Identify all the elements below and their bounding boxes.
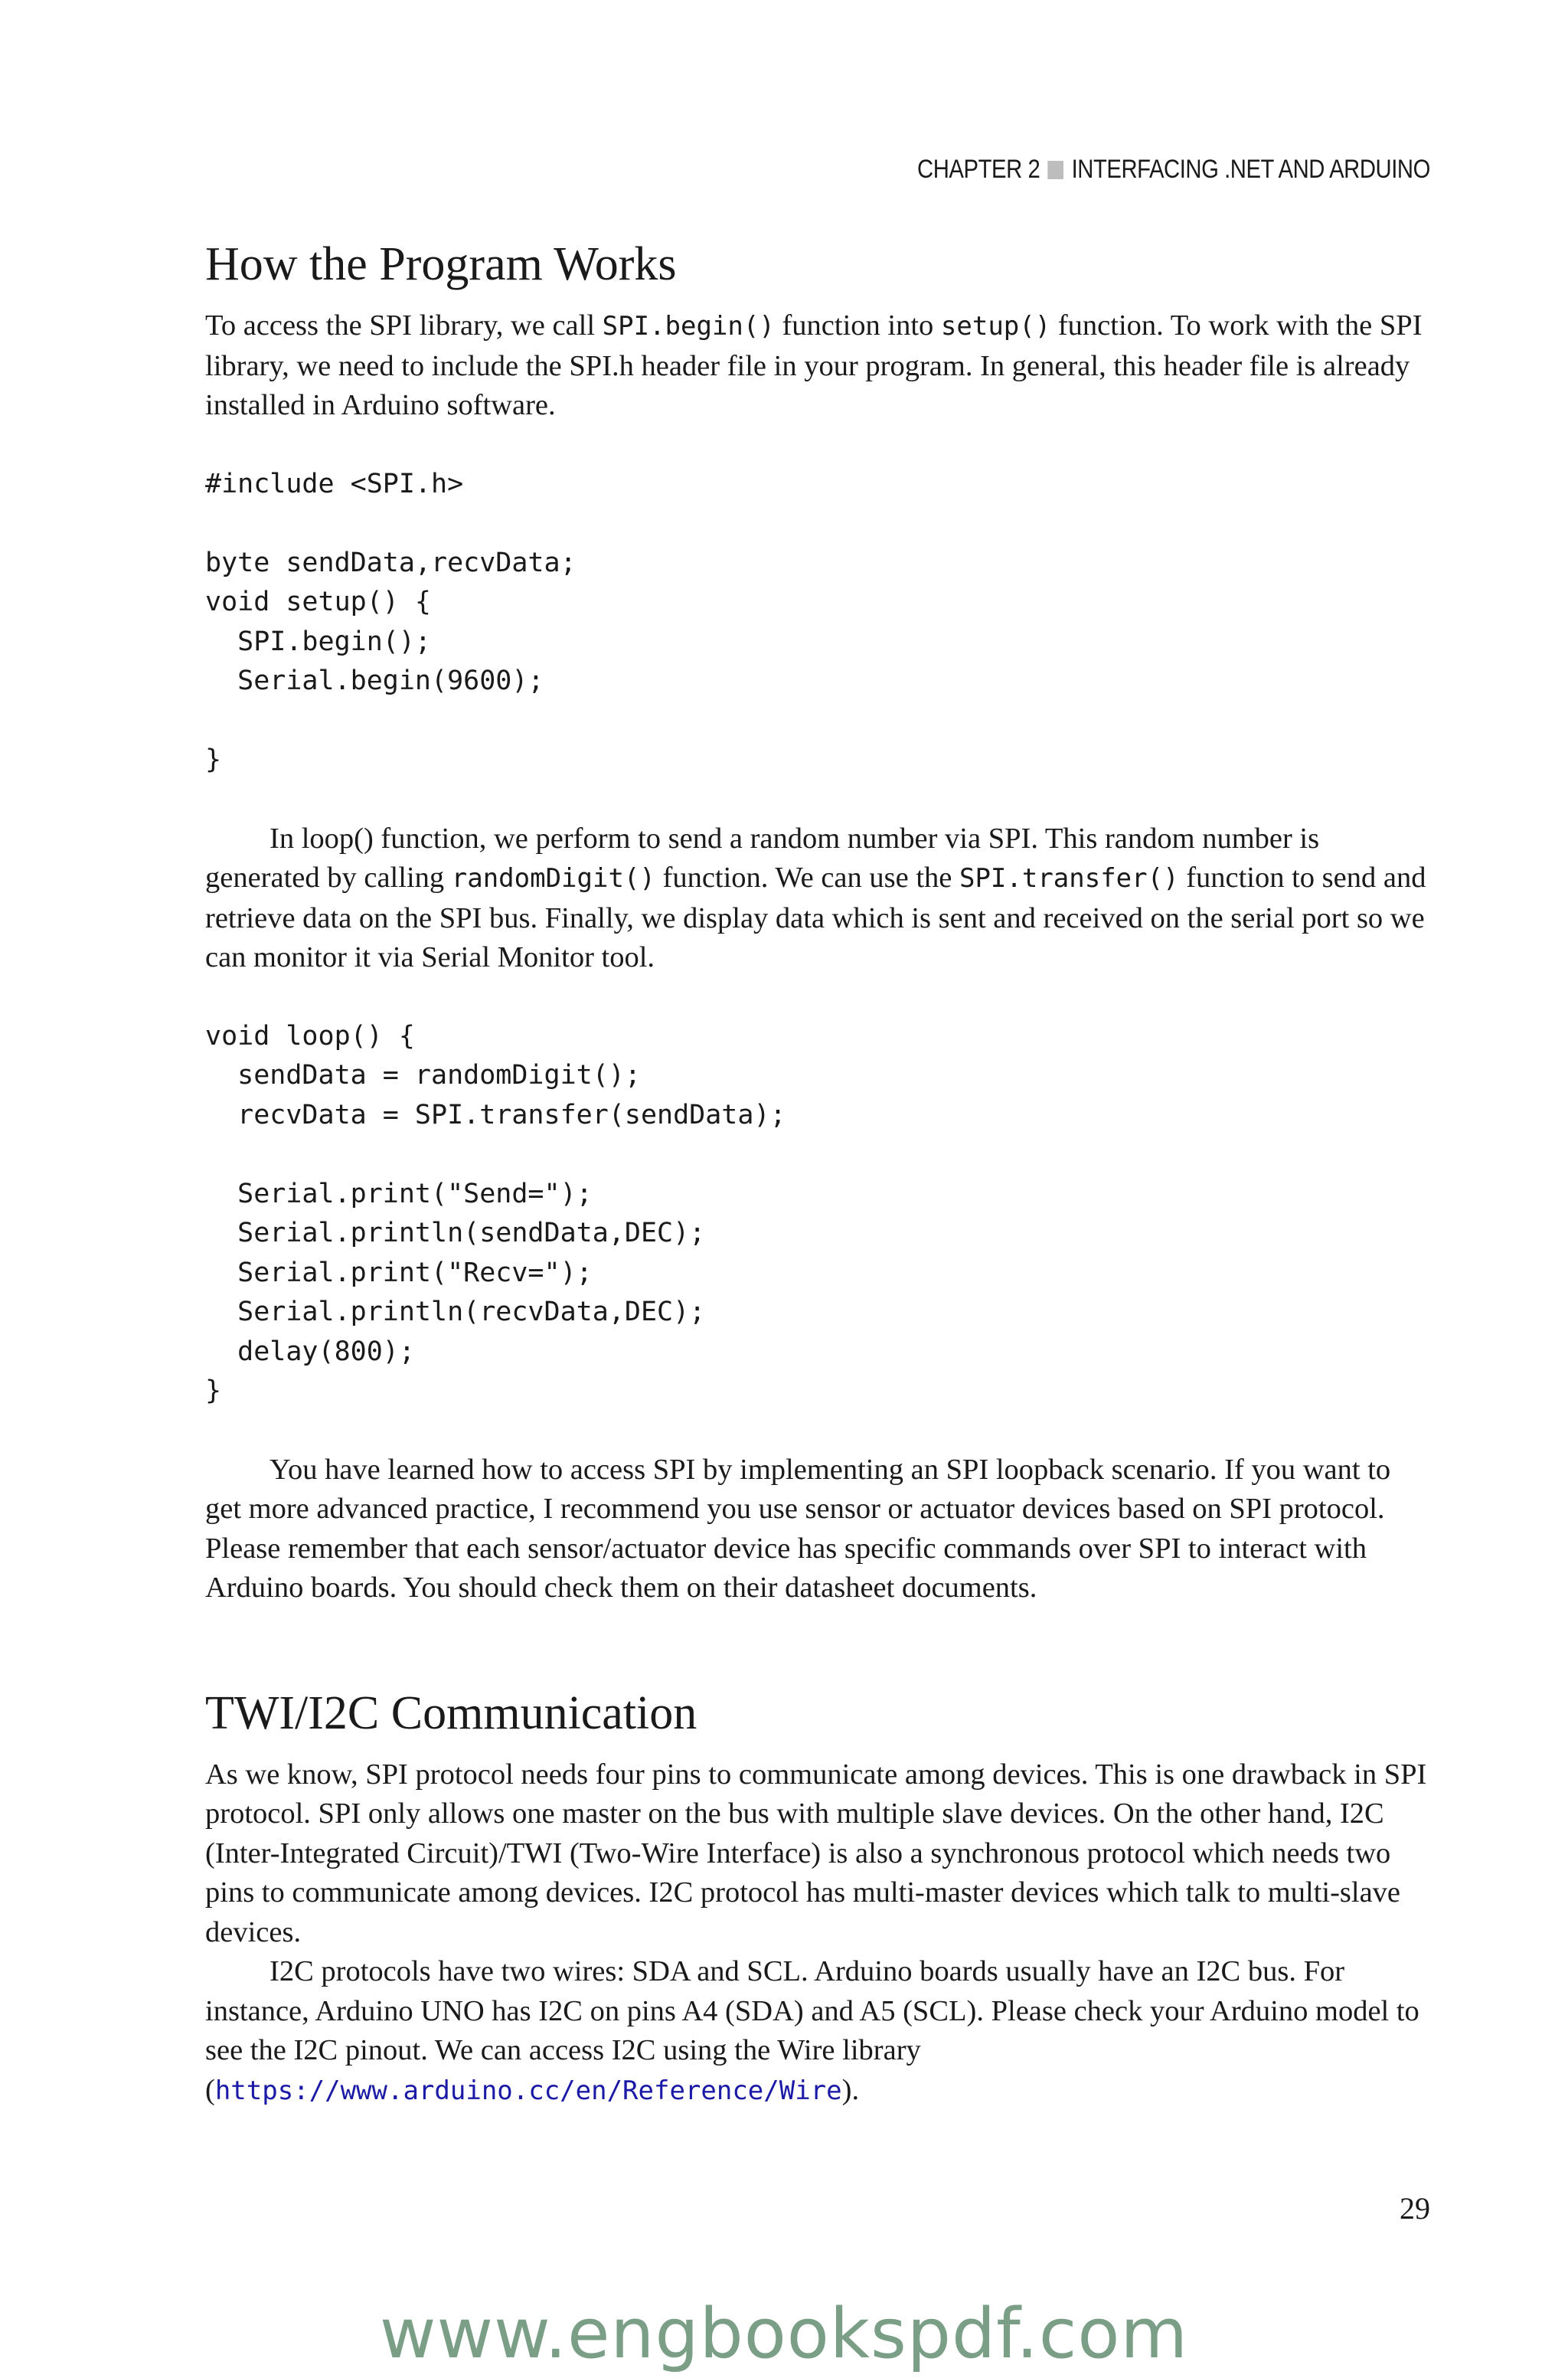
inline-code: randomDigit() — [451, 863, 655, 894]
inline-code: setup() — [940, 311, 1051, 342]
code-listing-setup: #include <SPI.h> byte sendData,recvData; void setup() { SPI.begin(); Serial.begin(9600); } — [205, 468, 577, 775]
chapter-title: INTERFACING .NET AND ARDUINO — [1071, 155, 1430, 184]
page-body — [205, 230, 1430, 2111]
section-heading-how-program-works: How the Program Works — [205, 238, 677, 290]
watermark: www.engbookspdf.com — [379, 2294, 1189, 2374]
page-number: 29 — [1400, 2191, 1430, 2226]
inline-code: SPI.begin() — [602, 311, 775, 342]
inline-code: SPI.transfer() — [959, 863, 1179, 894]
chapter-label: CHAPTER 2 — [917, 155, 1040, 184]
section2-paragraph-2: I2C protocols have two wires: SDA and SCL. Arduino boards usually have an I2C bus. For instance, Arduino UNO has I2C on pins A4 (SDA) and A5 (SCL). Please check your Arduino model to see the I2C pinout. We can access I2C using the Wire library (https://www.arduino.cc/en/Reference/Wire). — [205, 1955, 1419, 2106]
code-listing-loop: void loop() { sendData = randomDigit(); recvData = SPI.transfer(sendData); Serial.print("Send="); Serial.println(sendData,DEC); Serial.print("Recv="); Serial.println(recvData,DEC); delay(800); } — [205, 1020, 786, 1406]
section1-paragraph-1: To access the SPI library, we call SPI.begin() function into setup() function. To work with the SPI library, we need to include the SPI.h header file in your program. In general, this header file is already installed in Arduino software. — [205, 309, 1423, 421]
separator-square-icon — [1048, 161, 1064, 179]
section1-paragraph-2: In loop() function, we perform to send a random number via SPI. This random number is generated by calling randomDigit() function. We can use the SPI.transfer() function to send and retrieve data on the SPI bus. Finally, we display data which is sent and received on the serial port so we can monitor it via Serial Monitor tool. — [205, 822, 1426, 973]
section1-paragraph-3: You have learned how to access SPI by implementing an SPI loopback scenario. If you want to get more advanced practice, I recommend you use sensor or actuator devices based on SPI protocol. Please remember that each sensor/actuator device has specific commands over SPI to interact with Arduino boards. You should check them on their datasheet documents. — [205, 1453, 1391, 1604]
running-head — [917, 155, 1430, 185]
section2-paragraph-1: As we know, SPI protocol needs four pins to communicate among devices. This is one drawback in SPI protocol. SPI only allows one master on the bus with multiple slave devices. On the other hand, I2C (Inter-Integrated Circuit)/TWI (Two-Wire Interface) is also a synchronous protocol which needs two pins to communicate among devices. I2C protocol has multi-master devices which talk to multi-slave devices. — [205, 1758, 1427, 1948]
section-heading-twi-i2c: TWI/I2C Communication — [205, 1686, 697, 1739]
wire-library-link[interactable]: https://www.arduino.cc/en/Reference/Wire — [214, 2075, 842, 2106]
